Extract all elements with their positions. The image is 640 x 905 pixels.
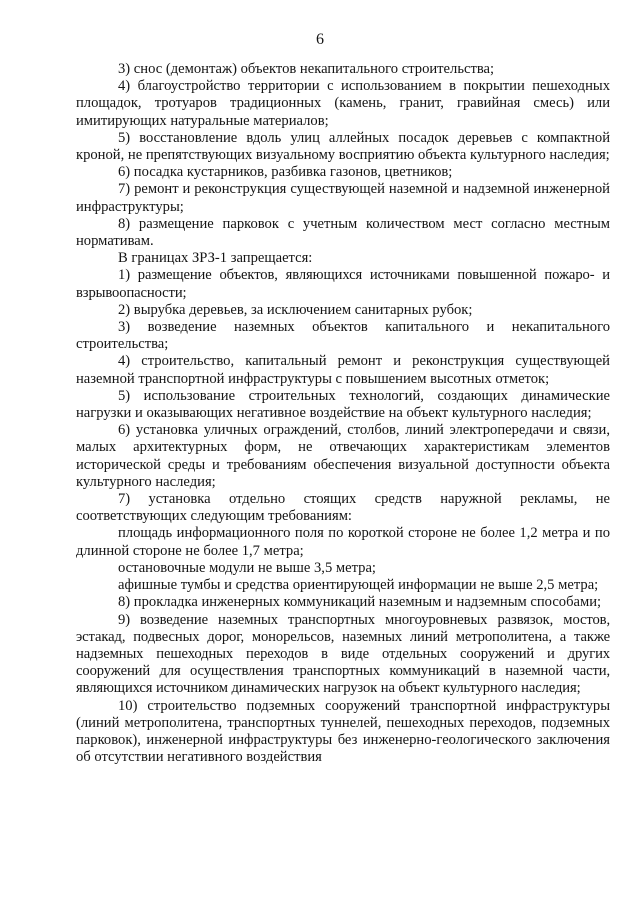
requirement-stop-modules: остановочные модули не выше 3,5 метра;: [118, 559, 376, 576]
prohibition-item-9-interchanges: 9) возведение наземных транспортных многоуровневых развязок, мостов, эстакад, подвесных дорог, монорельсов, наземных линий метрополитена, а также надземных пешеходных переходов в виде отдельных сооружений и других сооружений для осуществления транспортных коммуникаций в наземной части, являющихся источником динамических нагрузок на объект культурного наследия;: [76, 611, 610, 697]
prohibitions-heading: В границах ЗРЗ-1 запрещается:: [118, 250, 313, 267]
prohibition-item-6-fences-poles: 6) установка уличных ограждений, столбов, линий электропередачи и связи, малых архитектурных форм, не отвечающих характеристикам элементов исторической среды и требованиям обеспечения визуальной доступности объекта культурного наследия;: [76, 422, 610, 490]
paragraph-item-3-demolition: 3) снос (демонтаж) объектов некапитального строительства;: [118, 61, 495, 77]
prohibition-item-10-underground: 10) строительство подземных сооружений транспортной инфраструктуры (линий метрополитена, транспортных туннелей, пешеходных переходов, подземных парковок), инженерной инфраструктуры без инженерно-геологического заключения об отсутствии негативного воздействия: [76, 697, 610, 766]
paragraph-item-8-parking: 8) размещение парковок с учетным количеством мест согласно местным нормативам.: [76, 215, 610, 250]
prohibition-item-7-advertising: 7) установка отдельно стоящих средств наружной рекламы, не соответствующих следующим требованиям:: [76, 491, 610, 525]
requirement-poster-columns: афишные тумбы и средства ориентирующей информации не выше 2,5 метра;: [118, 577, 599, 594]
requirement-info-field-size: площадь информационного поля по короткой стороне не более 1,2 метра и по длинной стороне не более 1,7 метра;: [76, 525, 610, 559]
paragraph-item-5-alley-planting: 5) восстановление вдоль улиц аллейных посадок деревьев с компактной кроной, не препятствующих визуальному восприятию объекта культурного наследия;: [76, 129, 610, 164]
prohibition-item-5-dynamic-loads: 5) использование строительных технологий, создающих динамические нагрузки и оказывающих негативное воздействие на объект культурного наследия;: [76, 387, 610, 422]
prohibition-item-2-tree-felling: 2) вырубка деревьев, за исключением санитарных рубок;: [118, 301, 473, 318]
prohibition-item-1-hazard: 1) размещение объектов, являющихся источниками повышенной пожаро- и взрывоопасности;: [76, 267, 610, 301]
prohibition-item-4-transport-infrastructure: 4) строительство, капитальный ремонт и реконструкция существующей наземной транспортной инфраструктуры с повышением высотных отметок;: [76, 353, 610, 387]
paragraph-item-4-landscaping: 4) благоустройство территории с использованием в покрытии пешеходных площадок, тротуаров традиционных (камень, гранит, гравийная смесь) или имитирующих натуральные материалов;: [76, 78, 610, 129]
paragraph-item-7-infrastructure-repair: 7) ремонт и реконструкция существующей наземной и надземной инженерной инфраструктуры;: [76, 181, 610, 215]
prohibition-item-3-construction: 3) возведение наземных объектов капитального и некапитального строительства;: [76, 319, 610, 353]
prohibition-item-8-utilities: 8) прокладка инженерных коммуникаций наземным и надземным способами;: [118, 594, 602, 611]
document-body: [76, 61, 610, 766]
paragraph-item-6-shrubs-lawns: 6) посадка кустарников, разбивка газонов, цветников;: [118, 164, 453, 181]
page-number: 6: [316, 31, 324, 48]
